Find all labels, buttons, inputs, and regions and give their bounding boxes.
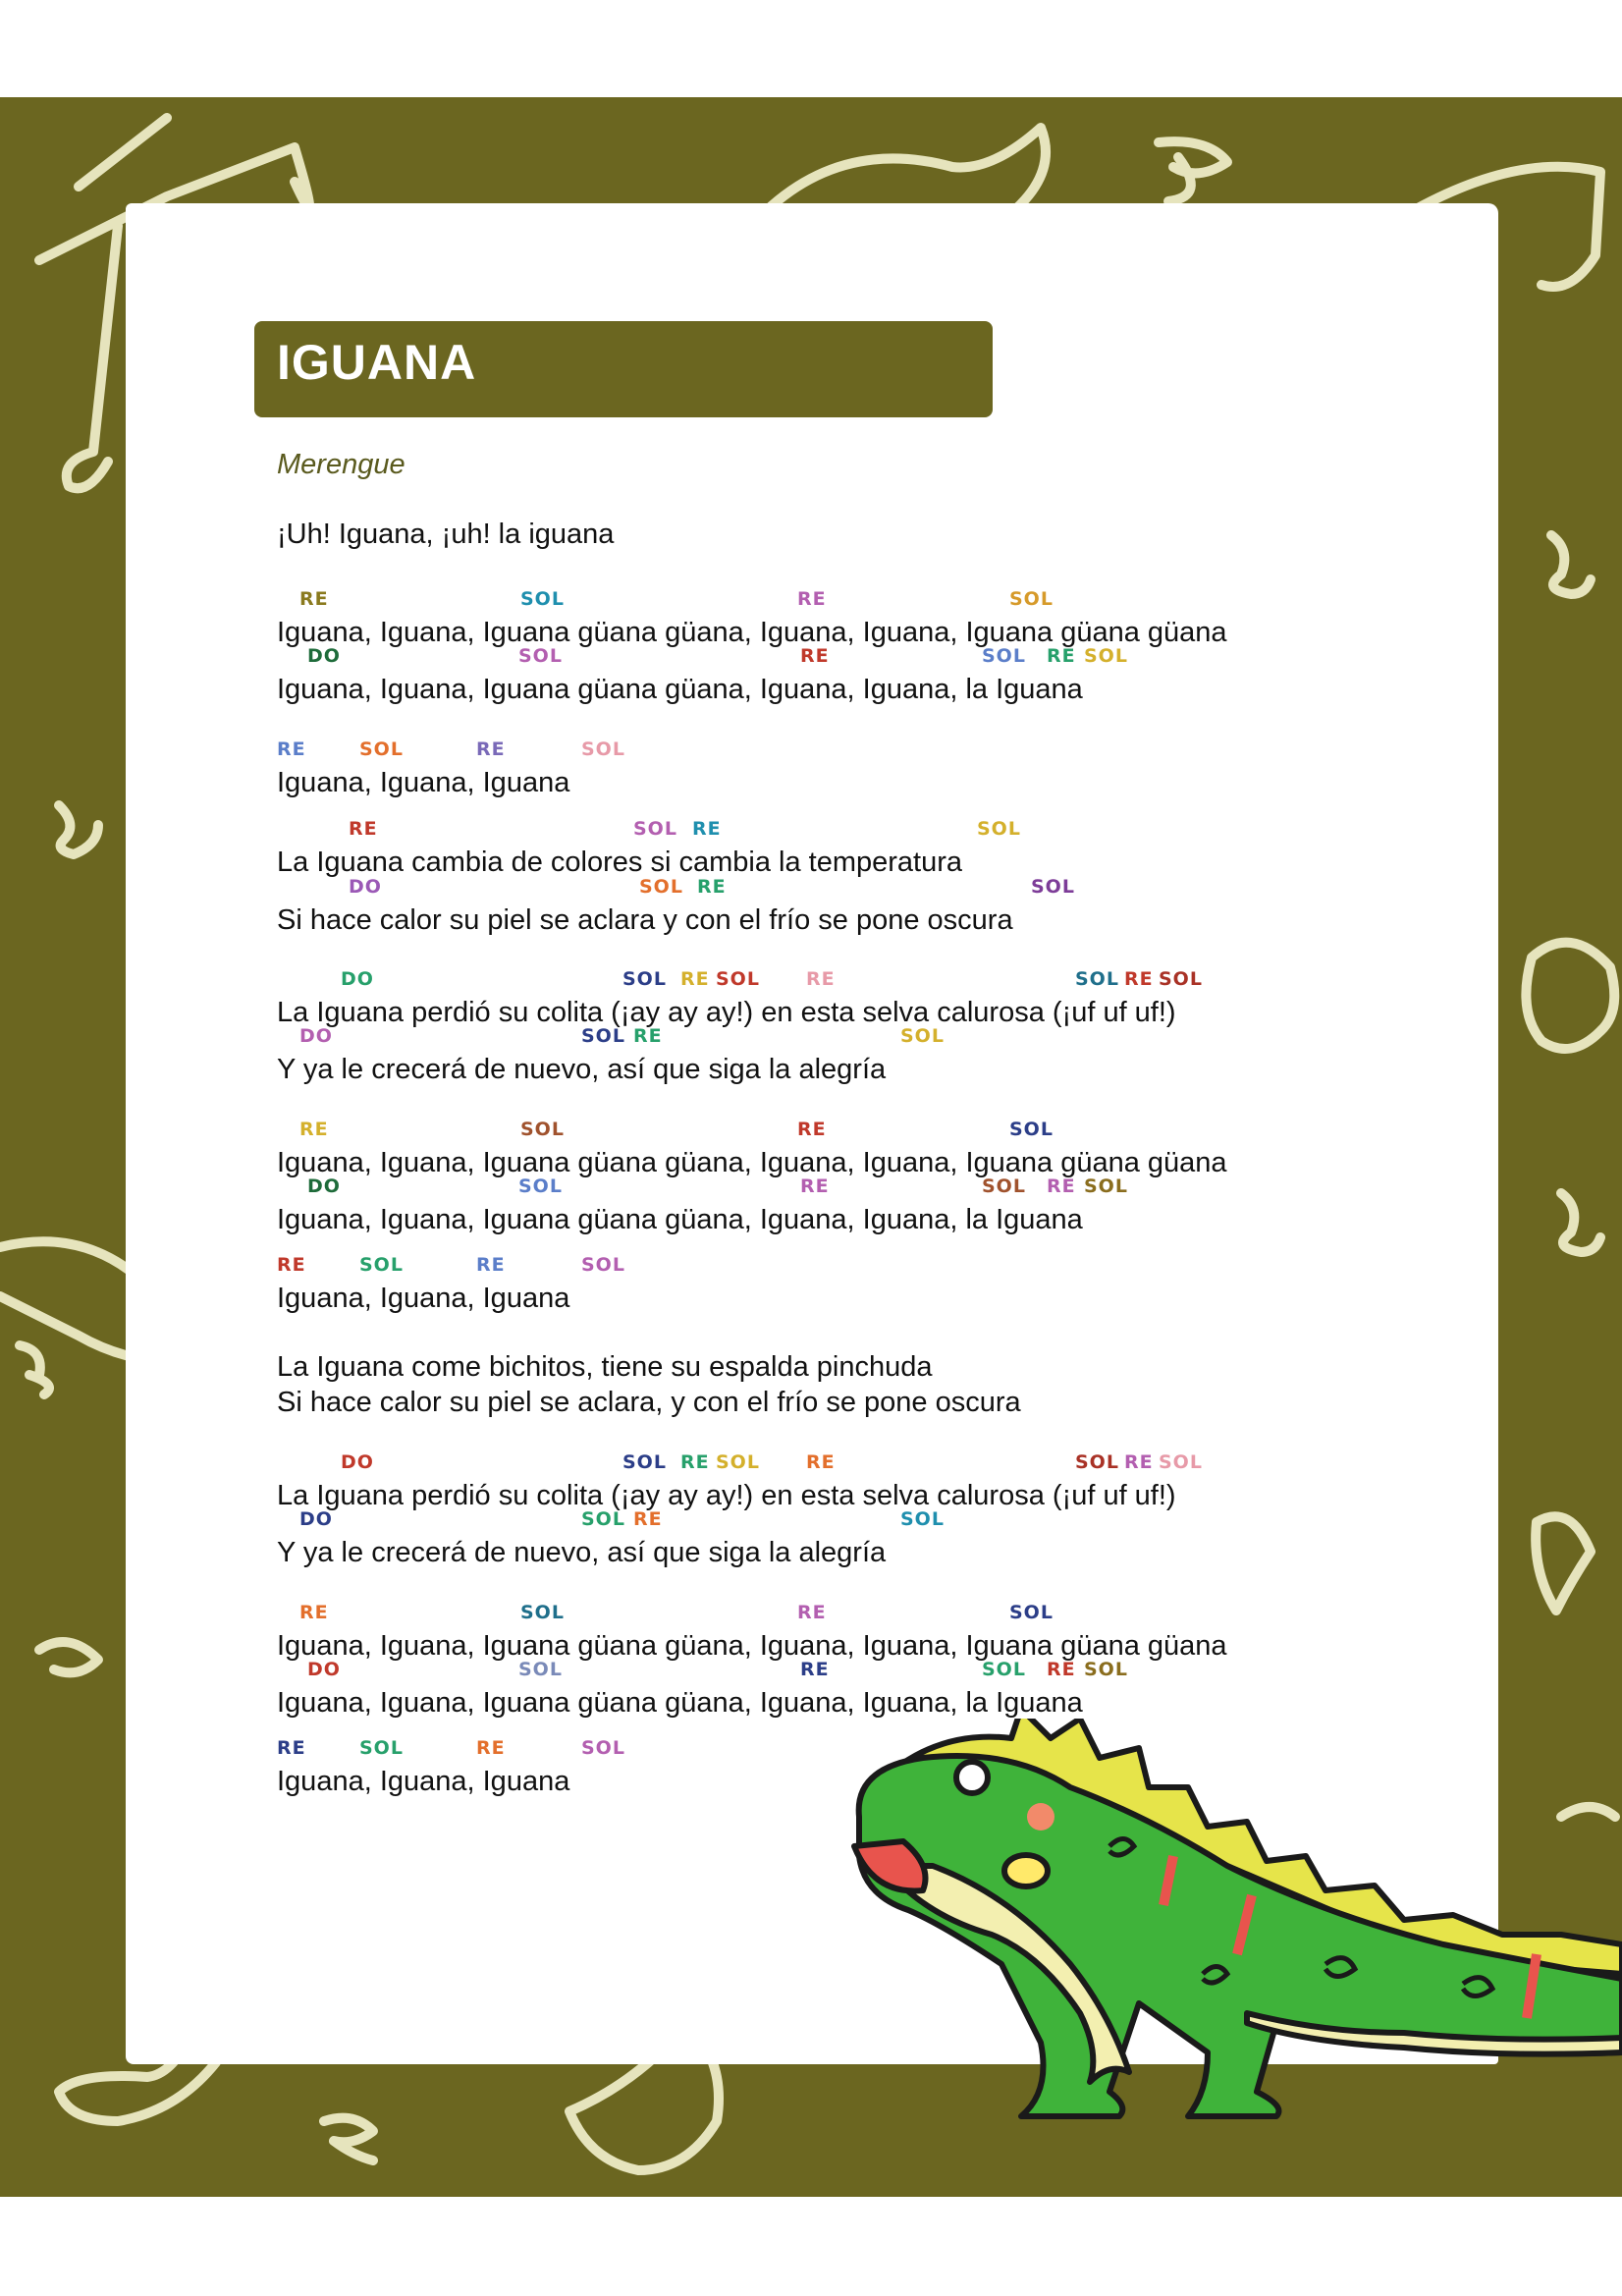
lyric-line: Iguana, Iguana, Iguana güana güana, Iguana, Iguana, la Iguana [277,674,1083,705]
lyric-line: Iguana, Iguana, Iguana [277,1283,570,1314]
chord-label: SOL [359,1254,404,1276]
lyric-line: Y ya le crecerá de nuevo, así que siga la alegría [277,1537,887,1568]
chord-label: RE [1047,1659,1076,1680]
chord-label: SOL [520,1119,565,1140]
chord-label: SOL [1159,968,1203,990]
chord-label: RE [277,1737,306,1759]
chord-label: RE [476,1254,506,1276]
iguana-mouth [854,1841,926,1890]
chord-label: RE [680,968,710,990]
chord-label: DO [341,1451,374,1473]
chord-label: SOL [1084,1175,1128,1197]
chord-label: SOL [581,1508,625,1530]
chord-label: RE [299,588,329,610]
chord-label: SOL [1009,1602,1054,1623]
chord-label: DO [307,1659,341,1680]
chord-label: RE [633,1025,663,1047]
chord-label: SOL [977,818,1021,840]
chord-label: DO [299,1508,333,1530]
song-title: IGUANA [277,335,477,390]
chord-label: SOL [622,968,667,990]
chord-label: DO [307,1175,341,1197]
chord-label: SOL [982,1659,1026,1680]
chord-label: SOL [518,1659,563,1680]
lyric-line: La Iguana perdió su colita (¡ay ay ay!) en esta selva calurosa (¡uf uf uf!) [277,997,1176,1028]
lyric-line: Iguana, Iguana, Iguana güana güana, Iguana, Iguana, Iguana güana güana [277,617,1227,648]
chord-label: SOL [716,968,760,990]
chord-label: RE [1124,968,1154,990]
chord-label: RE [1124,1451,1154,1473]
lyric-line: Iguana, Iguana, Iguana [277,767,570,798]
iguana-illustration [815,1719,1622,2131]
chord-label: RE [800,1175,830,1197]
chord-label: RE [800,1659,830,1680]
intro-line: ¡Uh! Iguana, ¡uh! la iguana [277,519,615,550]
lyric-line: Iguana, Iguana, Iguana [277,1766,570,1797]
chord-label: SOL [1031,876,1075,898]
lyric-line: Iguana, Iguana, Iguana güana güana, Iguana, Iguana, Iguana güana güana [277,1630,1227,1662]
chord-label: SOL [581,1737,625,1759]
chord-label: SOL [520,588,565,610]
chord-label: SOL [581,738,625,760]
chord-label: RE [697,876,727,898]
chord-label: RE [349,818,378,840]
lyric-line: Iguana, Iguana, Iguana güana güana, Iguana, Iguana, la Iguana [277,1687,1083,1719]
chord-label: SOL [1084,645,1128,667]
chord-label: RE [299,1119,329,1140]
chord-label: SOL [1009,588,1054,610]
chord-label: SOL [518,1175,563,1197]
chord-label: DO [341,968,374,990]
chord-label: RE [476,738,506,760]
lyric-line: Si hace calor su piel se aclara, y con el frío se pone oscura [277,1387,1021,1418]
chord-label: RE [476,1737,506,1759]
chord-label: DO [349,876,382,898]
chord-label: SOL [581,1254,625,1276]
chord-label: SOL [1084,1659,1128,1680]
chord-label: SOL [581,1025,625,1047]
chord-label: SOL [359,738,404,760]
chord-label: SOL [639,876,683,898]
chord-label: SOL [1075,1451,1119,1473]
lyric-line: La Iguana cambia de colores si cambia la temperatura [277,847,962,878]
lyric-line: Si hace calor su piel se aclara y con el frío se pone oscura [277,904,1013,936]
lyric-line: La Iguana perdió su colita (¡ay ay ay!) en esta selva calurosa (¡uf uf uf!) [277,1480,1176,1511]
chord-label: RE [680,1451,710,1473]
lyric-line: Iguana, Iguana, Iguana güana güana, Iguana, Iguana, la Iguana [277,1204,1083,1235]
lyric-line: Y ya le crecerá de nuevo, así que siga la alegría [277,1054,887,1085]
chord-label: SOL [520,1602,565,1623]
chord-label: SOL [900,1025,945,1047]
iguana-cheek [1027,1803,1054,1831]
chord-label: SOL [1009,1119,1054,1140]
chord-label: SOL [1075,968,1119,990]
chord-label: SOL [982,1175,1026,1197]
chord-label: SOL [1159,1451,1203,1473]
song-genre: Merengue [277,449,406,480]
chord-label: SOL [518,645,563,667]
lyric-line: Iguana, Iguana, Iguana güana güana, Iguana, Iguana, Iguana güana güana [277,1147,1227,1178]
chord-label: RE [1047,1175,1076,1197]
chord-label: RE [633,1508,663,1530]
lyric-line: La Iguana come bichitos, tiene su espalda pinchuda [277,1351,933,1383]
chord-label: DO [299,1025,333,1047]
chord-label: RE [797,1602,827,1623]
iguana-throat-spot [1004,1855,1048,1886]
chord-label: SOL [359,1737,404,1759]
chord-label: SOL [622,1451,667,1473]
chord-label: SOL [633,818,677,840]
chord-label: RE [797,588,827,610]
chord-label: RE [277,738,306,760]
chord-label: RE [806,968,836,990]
chord-label: SOL [982,645,1026,667]
chord-label: SOL [900,1508,945,1530]
chord-label: RE [800,645,830,667]
chord-label: RE [277,1254,306,1276]
chord-label: RE [692,818,722,840]
chord-label: RE [1047,645,1076,667]
chord-label: DO [307,645,341,667]
chord-label: RE [299,1602,329,1623]
chord-label: SOL [716,1451,760,1473]
chord-label: RE [806,1451,836,1473]
chord-label: RE [797,1119,827,1140]
iguana-eye [956,1762,988,1793]
